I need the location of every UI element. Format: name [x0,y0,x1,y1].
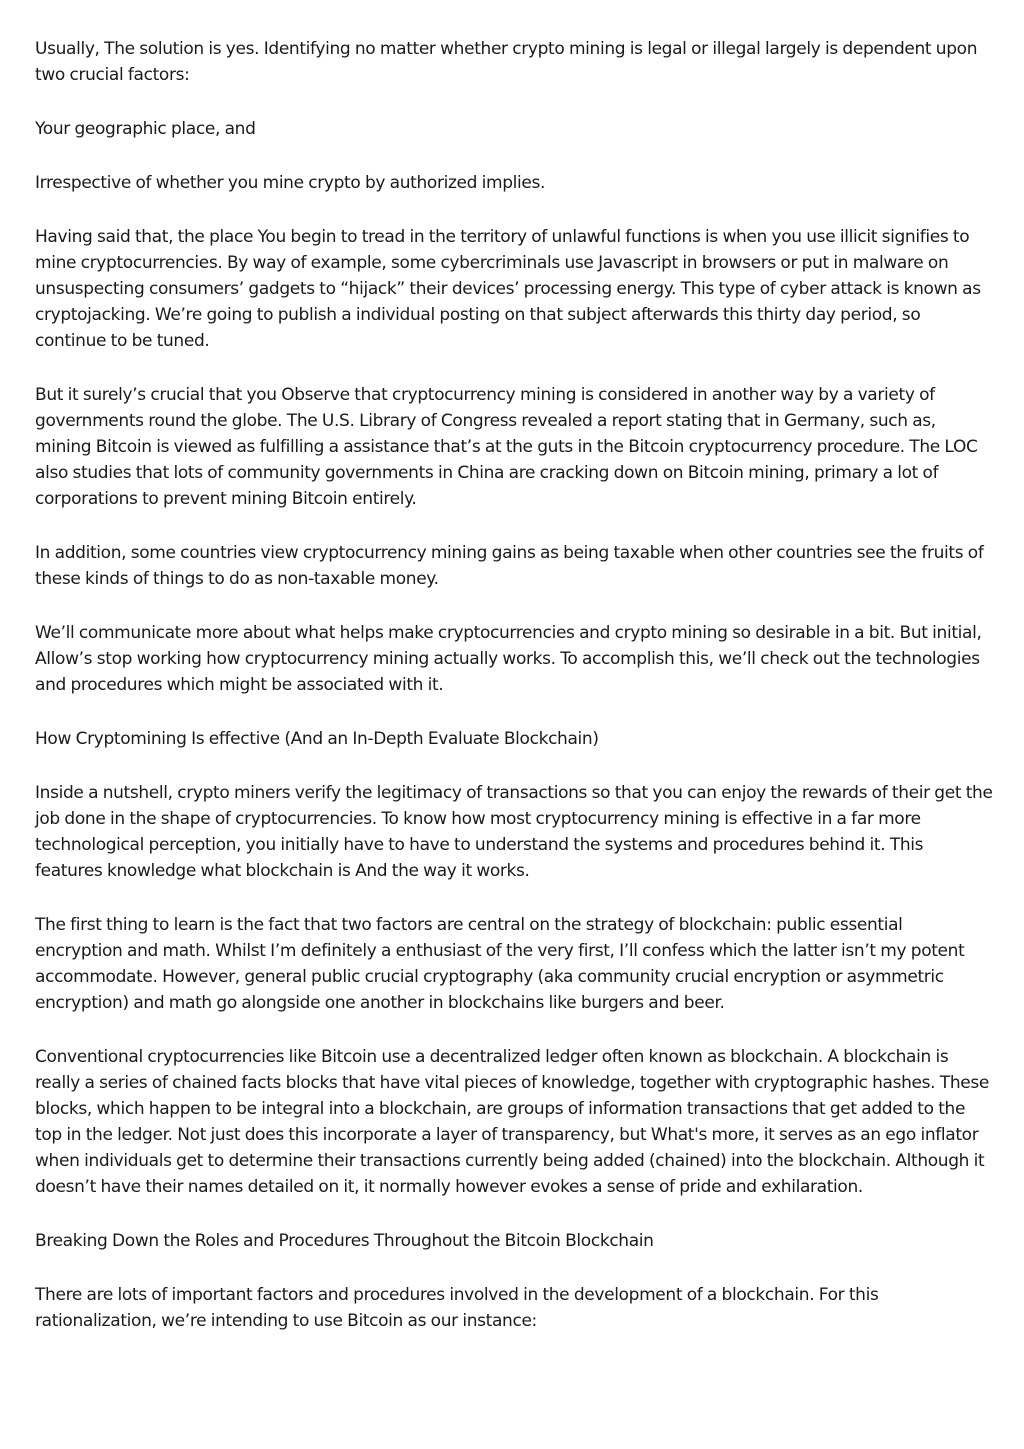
paragraph-factor-location: Your geographic place, and [35,119,256,139]
paragraph-intro: Usually, The solution is yes. Identifying no matter whether crypto mining is legal or illegal largely is dependent upon two crucial factors: [35,39,978,85]
paragraph-bitcoin-instance: There are lots of important factors and procedures involved in the development of a blockchain. For this rationalization, we’re intending to use Bitcoin as our instance: [35,1285,879,1331]
paragraph-governments: But it surely’s crucial that you Observe that cryptocurrency mining is considered in another way by a variety of governments round the globe. The U.S. Library of Congress revealed a report stating that in Germany, such as, mining Bitcoin is viewed as fulfilling a assistance that’s at the guts in the Bitcoin cryptocurrency procedure. The LOC also studies that lots of community governments in China are cracking down on Bitcoin mining, primary a lot of corporations to prevent mining Bitcoin entirely. [35,385,978,509]
paragraph-blockchain-ledger: Conventional cryptocurrencies like Bitcoin use a decentralized ledger often known as blockchain. A blockchain is really a series of chained facts blocks that have vital pieces of knowledge, together with cryptographic hashes. These blocks, which happen to be integral into a blockchain, are groups of information transactions that get added to the top in the ledger. Not just does this incorporate a layer of transparency, but What's more, it serves as an ego inflator when individuals get to determine their transactions currently being added (chained) into the blockchain. Although it doesn’t have their names detailed on it, it normally however evokes a sense of pride and exhilaration. [35,1047,989,1197]
paragraph-factor-means: Irrespective of whether you mine crypto by authorized implies. [35,173,546,193]
paragraph-taxation: In addition, some countries view cryptocurrency mining gains as being taxable when other countries see the fruits of these kinds of things to do as non-taxable money. [35,543,984,589]
paragraph-cryptojacking: Having said that, the place You begin to tread in the territory of unlawful functions is when you use illicit signifies to mine cryptocurrencies. By way of example, some cybercriminals use Javascript in browsers or put in malware on unsuspecting consumers’ gadgets to “hijack” their devices’ processing energy. This type of cyber attack is known as cryptojacking. We’re going to publish a individual posting on that subject afterwards this thirty day period, so continue to be tuned. [35,227,981,351]
section-heading-roles: Breaking Down the Roles and Procedures Throughout the Bitcoin Blockchain [35,1231,654,1251]
paragraph-encryption-math: The first thing to learn is the fact that two factors are central on the strategy of blockchain: public essential encryption and math. Whilst I’m definitely a enthusiast of the very first, I’ll confess which the latter isn’t my potent accommodate. However, general public crucial cryptography (aka community crucial encryption or asymmetric encryption) and math go alongside one another in blockchains like burgers and beer. [35,915,965,1013]
document-body [35,36,993,1362]
paragraph-nutshell: Inside a nutshell, crypto miners verify the legitimacy of transactions so that you can enjoy the rewards of their get the job done in the shape of cryptocurrencies. To know how most cryptocurrency mining is effective in a far more technological perception, you initially have to have to understand the systems and procedures behind it. This features knowledge what blockchain is And the way it works. [35,783,993,881]
section-heading-cryptomining: How Cryptomining Is effective (And an In-Depth Evaluate Blockchain) [35,729,599,749]
paragraph-how-it-works-intro: We’ll communicate more about what helps make cryptocurrencies and crypto mining so desirable in a bit. But initial, Allow’s stop working how cryptocurrency mining actually works. To accomplish this, we’ll check out the technologies and procedures which might be associated with it. [35,623,982,695]
